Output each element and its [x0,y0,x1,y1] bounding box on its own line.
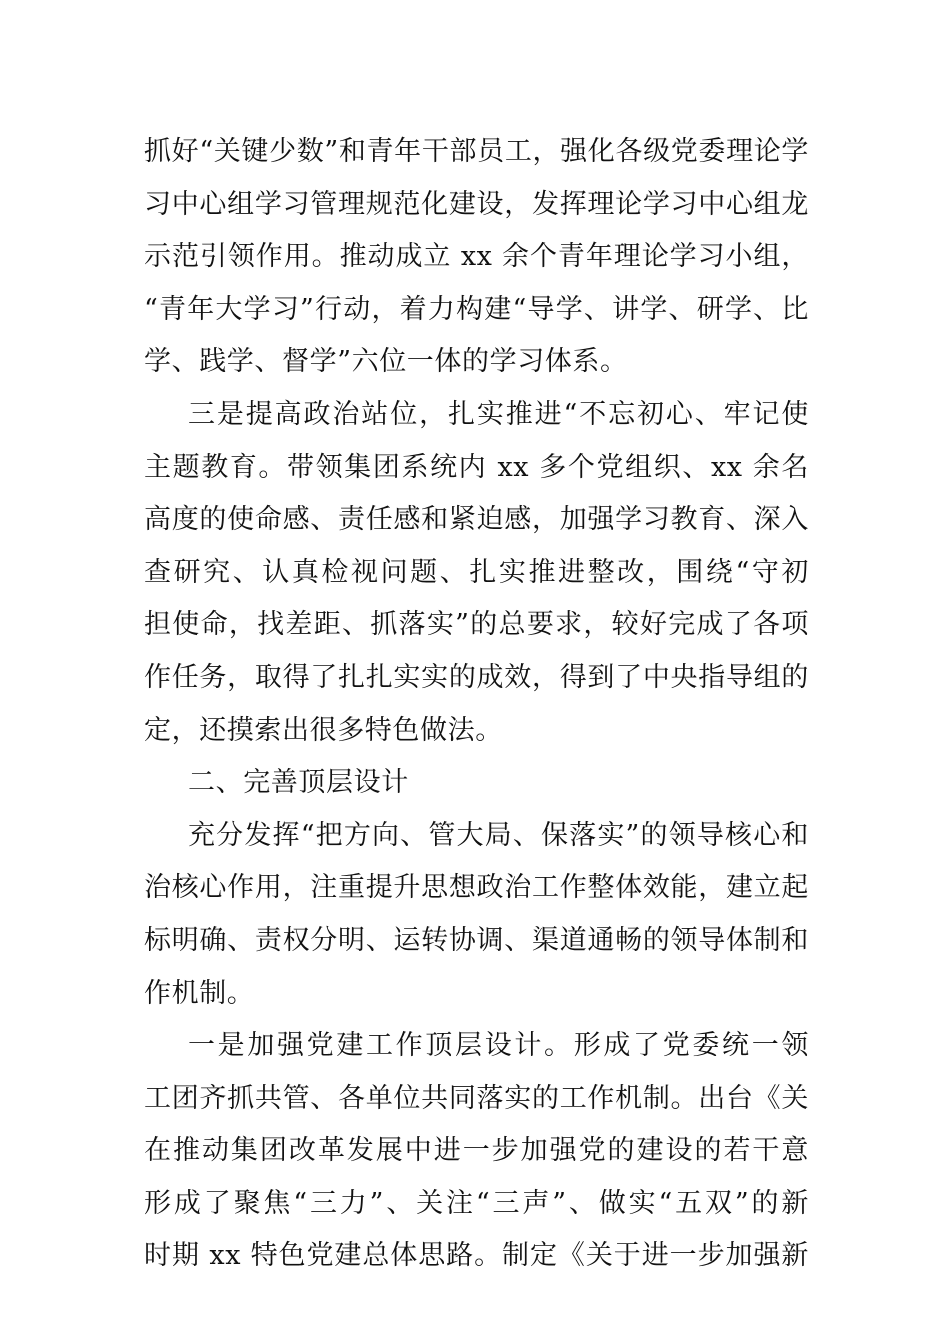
text-line: 定，还摸索出很多特色做法。 [144,714,503,746]
text-line: “青年大学习”行动，着力构建“导学、讲学、研学、比 [144,293,809,325]
text-line: 学、践学、督学”六位一体的学习体系。 [144,346,628,378]
text-line: 高度的使命感、责任感和紧迫感，加强学习教育、深入 [144,504,809,536]
text-line: 二、完善顶层设计 [188,767,409,799]
text-line: 抓好“关键少数”和青年干部员工，强化各级党委理论学 [144,136,809,167]
text-line: 习中心组学习管理规范化建设，发挥理论学习中心组龙 [144,188,809,220]
text-line: 治核心作用，注重提升思想政治工作整体效能，建立起 [144,872,809,904]
text-line: 充分发挥“把方向、管大局、保落实”的领导核心和 [188,819,809,851]
text-line: 标明确、责权分明、运转协调、渠道通畅的领导体制和 [144,924,809,956]
text-line: 作任务，取得了扎扎实实的成效，得到了中央指导组的 [144,661,809,693]
text-line: 担使命，找差距、抓落实”的总要求，较好完成了各项 [144,609,809,641]
text-line: 作机制。 [144,977,255,1009]
text-line: 主题教育。带领集团系统内 xx 多个党组织、xx 余名 [144,451,809,483]
text-line: 查研究、认真检视问题、扎实推进整改，围绕“守初 [144,556,809,588]
text-line: 时期 xx 特色党建总体思路。制定《关于进一步加强新 [144,1240,809,1272]
text-line: 形成了聚焦“三力”、关注“三声”、做实“五双”的新 [144,1187,809,1219]
text-line: 在推动集团改革发展中进一步加强党的建设的若干意 [144,1135,809,1167]
text-line: 三是提高政治站位，扎实推进“不忘初心、牢记使 [188,398,809,430]
text-line: 一是加强党建工作顶层设计。形成了党委统一领 [188,1030,809,1062]
text-line: 工团齐抓共管、各单位共同落实的工作机制。出台《关 [144,1082,809,1114]
text-line: 示范引领作用。推动成立 xx 余个青年理论学习小组， [144,241,809,273]
document-body [144,126,809,1283]
